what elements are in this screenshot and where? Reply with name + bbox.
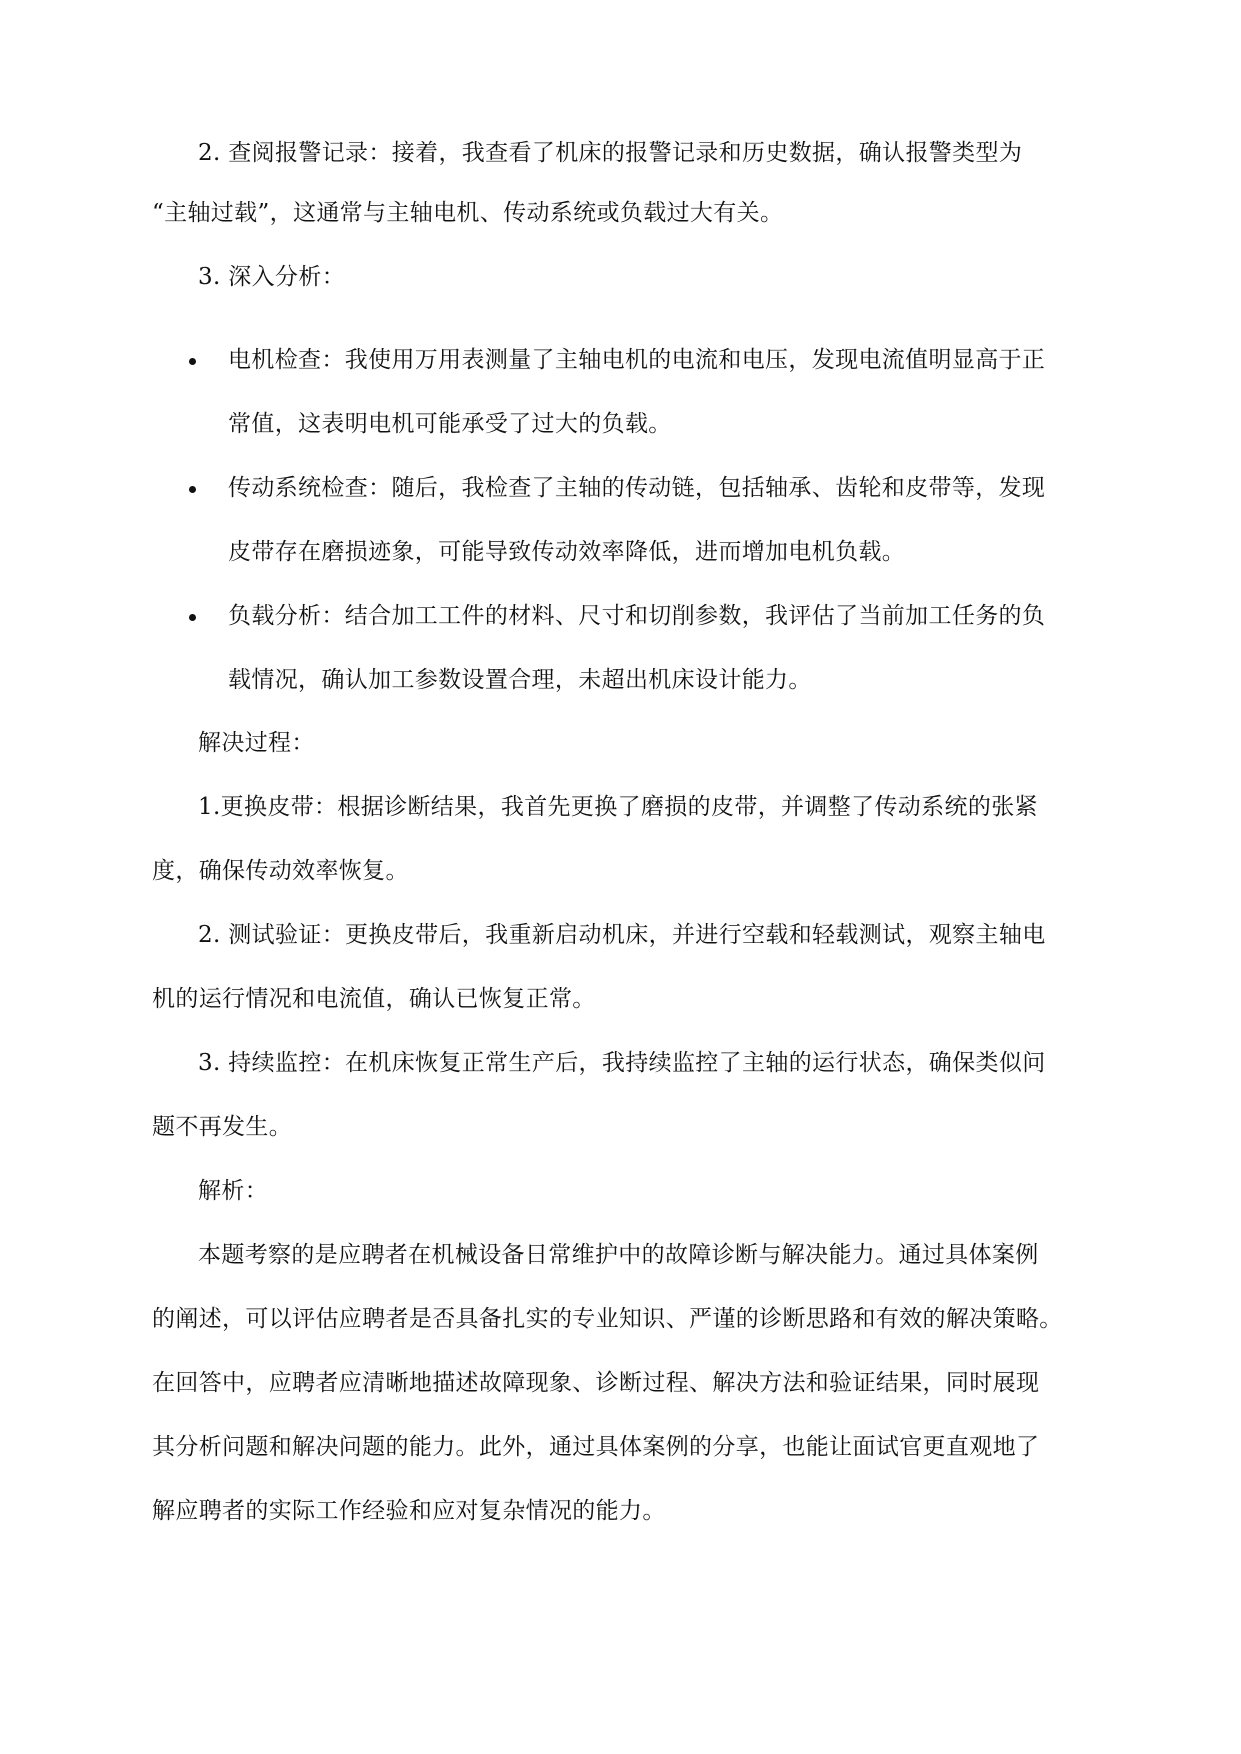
solution-step2-line1: 2. 测试验证：更换皮带后，我重新启动机床，并进行空载和轻载测试，观察主轴电 bbox=[198, 922, 1046, 948]
bullet-transmission-line1: 传动系统检查：随后，我检查了主轴的传动链，包括轴承、齿轮和皮带等，发现 bbox=[228, 475, 1046, 501]
solution-heading: 解决过程： bbox=[198, 730, 315, 756]
step2-line1: 2. 查阅报警记录：接着，我查看了机床的报警记录和历史数据，确认报警类型为 bbox=[198, 140, 1023, 166]
bullet-dot-icon bbox=[189, 614, 196, 621]
bullet-dot-icon bbox=[189, 358, 196, 365]
bullet-transmission-line2: 皮带存在磨损迹象，可能导致传动效率降低，进而增加电机负载。 bbox=[228, 539, 906, 565]
analysis-paragraph-line4: 其分析问题和解决问题的能力。此外，通过具体案例的分享，也能让面试官更直观地了 bbox=[152, 1434, 1040, 1460]
solution-step3-line1: 3. 持续监控：在机床恢复正常生产后，我持续监控了主轴的运行状态，确保类似问 bbox=[198, 1050, 1046, 1076]
step3-heading: 3. 深入分析： bbox=[198, 264, 346, 290]
bullet-motor-line1: 电机检查：我使用万用表测量了主轴电机的电流和电压，发现电流值明显高于正 bbox=[228, 347, 1046, 373]
analysis-paragraph-line2: 的阐述，可以评估应聘者是否具备扎实的专业知识、严谨的诊断思路和有效的解决策略。 bbox=[152, 1306, 1063, 1332]
solution-step3-line2: 题不再发生。 bbox=[152, 1114, 293, 1140]
analysis-heading: 解析： bbox=[198, 1178, 269, 1204]
solution-step1-line1: 1.更换皮带：根据诊断结果，我首先更换了磨损的皮带，并调整了传动系统的张紧 bbox=[198, 794, 1038, 820]
bullet-load-line2: 载情况，确认加工参数设置合理，未超出机床设计能力。 bbox=[228, 667, 812, 693]
analysis-paragraph-line5: 解应聘者的实际工作经验和应对复杂情况的能力。 bbox=[152, 1498, 666, 1524]
solution-step1-line2: 度，确保传动效率恢复。 bbox=[152, 858, 409, 884]
solution-step2-line2: 机的运行情况和电流值，确认已恢复正常。 bbox=[152, 986, 596, 1012]
step2-line2: “主轴过载”，这通常与主轴电机、传动系统或负载过大有关。 bbox=[152, 200, 784, 226]
bullet-motor-line2: 常值，这表明电机可能承受了过大的负载。 bbox=[228, 411, 672, 437]
bullet-dot-icon bbox=[189, 486, 196, 493]
bullet-load-line1: 负载分析：结合加工工件的材料、尺寸和切削参数，我评估了当前加工任务的负 bbox=[228, 603, 1046, 629]
analysis-paragraph-line3: 在回答中，应聘者应清晰地描述故障现象、诊断过程、解决方法和验证结果，同时展现 bbox=[152, 1370, 1040, 1396]
analysis-paragraph-line1: 本题考察的是应聘者在机械设备日常维护中的故障诊断与解决能力。通过具体案例 bbox=[198, 1242, 1039, 1268]
